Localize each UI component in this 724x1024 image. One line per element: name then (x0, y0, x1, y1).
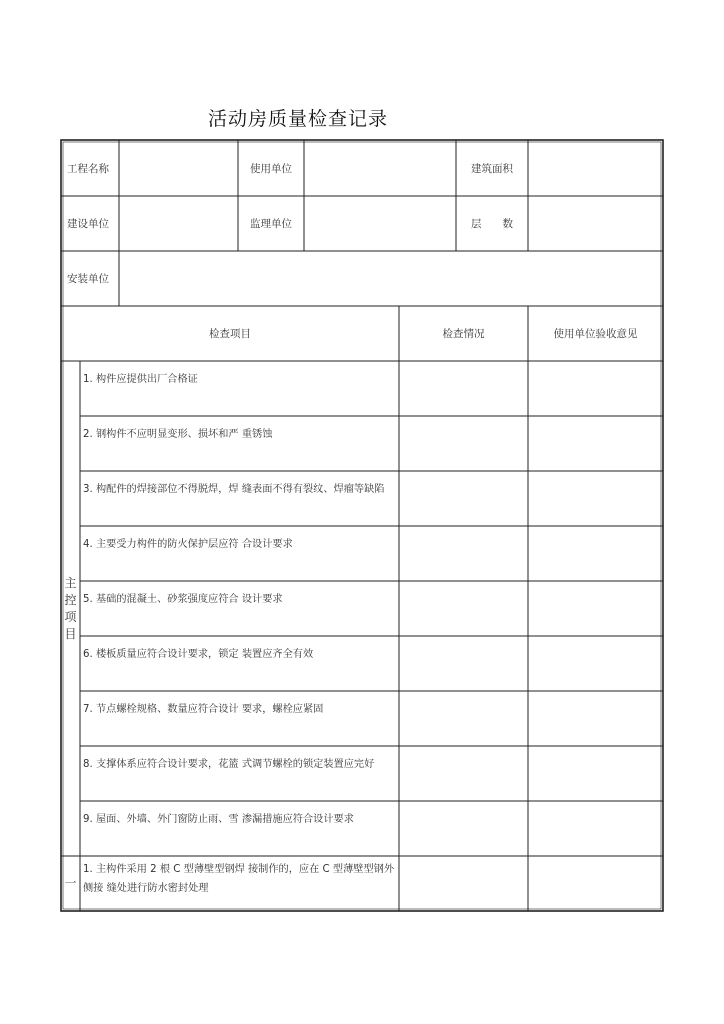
main-item-1: 1. 构件应提供出厂合格证 (83, 374, 198, 385)
group-char: 目 (64, 626, 77, 641)
project-name-label: 工程名称 (67, 162, 109, 175)
main-item-5: 5. 基础的混凝土、砂浆强度应符合 设计要求 (83, 594, 283, 605)
status-cell[interactable] (399, 471, 528, 526)
opinion-cell[interactable] (528, 746, 663, 801)
group-char: 一 (64, 876, 77, 890)
main-item-3: 3. 构配件的焊接部位不得脱焊，焊 缝表面不得有裂纹、焊瘤等缺陷 (83, 484, 385, 495)
floors-label: 层 数 (471, 218, 513, 230)
page-title: 活动房质量检查记录 (207, 108, 388, 130)
col-header-item: 检查项目 (209, 328, 251, 340)
general-item-1: 1. 主构件采用 2 根 C 型薄壁型钢焊 接制作的，应在 C 型薄壁型钢外侧接 缝处进行防水密封处理 (83, 864, 395, 894)
opinion-cell[interactable] (528, 636, 663, 691)
main-item-2: 2. 钢构件不应明显变形、损坏和严 重锈蚀 (83, 429, 273, 440)
group-char: 主 (64, 575, 77, 590)
status-cell[interactable] (399, 746, 528, 801)
status-cell[interactable] (399, 636, 528, 691)
install-unit-value[interactable] (119, 251, 663, 306)
opinion-cell[interactable] (528, 856, 663, 911)
opinion-cell[interactable] (528, 361, 663, 416)
building-area-value[interactable] (528, 140, 663, 196)
building-area-label: 建筑面积 (471, 162, 513, 175)
main-item-4: 4. 主要受力构件的防火保护层应符 合设计要求 (83, 539, 293, 550)
status-cell[interactable] (399, 856, 528, 911)
project-name-value[interactable] (119, 140, 238, 196)
using-unit-value[interactable] (304, 140, 456, 196)
opinion-cell[interactable] (528, 471, 663, 526)
status-cell[interactable] (399, 691, 528, 746)
col-header-opinion: 使用单位验收意见 (553, 328, 638, 340)
opinion-cell[interactable] (528, 801, 663, 856)
supervision-unit-label: 监理单位 (250, 218, 292, 230)
opinion-cell[interactable] (528, 581, 663, 636)
general-group-label (61, 856, 80, 911)
opinion-cell[interactable] (528, 416, 663, 471)
main-item-6: 6. 楼板质量应符合设计要求，锁定 装置应齐全有效 (83, 649, 314, 660)
main-item-7: 7. 节点螺栓规格、数量应符合设计 要求，螺栓应紧固 (83, 704, 324, 715)
status-cell[interactable] (399, 581, 528, 636)
construction-unit-label: 建设单位 (67, 218, 109, 230)
group-char: 控 (64, 592, 77, 607)
group-char: 项 (64, 609, 77, 624)
using-unit-label: 使用单位 (250, 162, 292, 175)
col-header-status: 检查情况 (442, 328, 485, 340)
floors-value[interactable] (528, 196, 663, 251)
status-cell[interactable] (399, 361, 528, 416)
opinion-cell[interactable] (528, 691, 663, 746)
construction-unit-value[interactable] (119, 196, 238, 251)
main-control-group-label (61, 361, 80, 856)
status-cell[interactable] (399, 416, 528, 471)
main-item-8: 8. 支撑体系应符合设计要求，花篮 式调节螺栓的锁定装置应完好 (83, 759, 375, 770)
install-unit-label: 安装单位 (67, 273, 109, 285)
status-cell[interactable] (399, 526, 528, 581)
opinion-cell[interactable] (528, 526, 663, 581)
supervision-unit-value[interactable] (304, 196, 456, 251)
status-cell[interactable] (399, 801, 528, 856)
main-item-9: 9. 屋面、外墙、外门窗防止雨、雪 渗漏措施应符合设计要求 (83, 814, 354, 825)
